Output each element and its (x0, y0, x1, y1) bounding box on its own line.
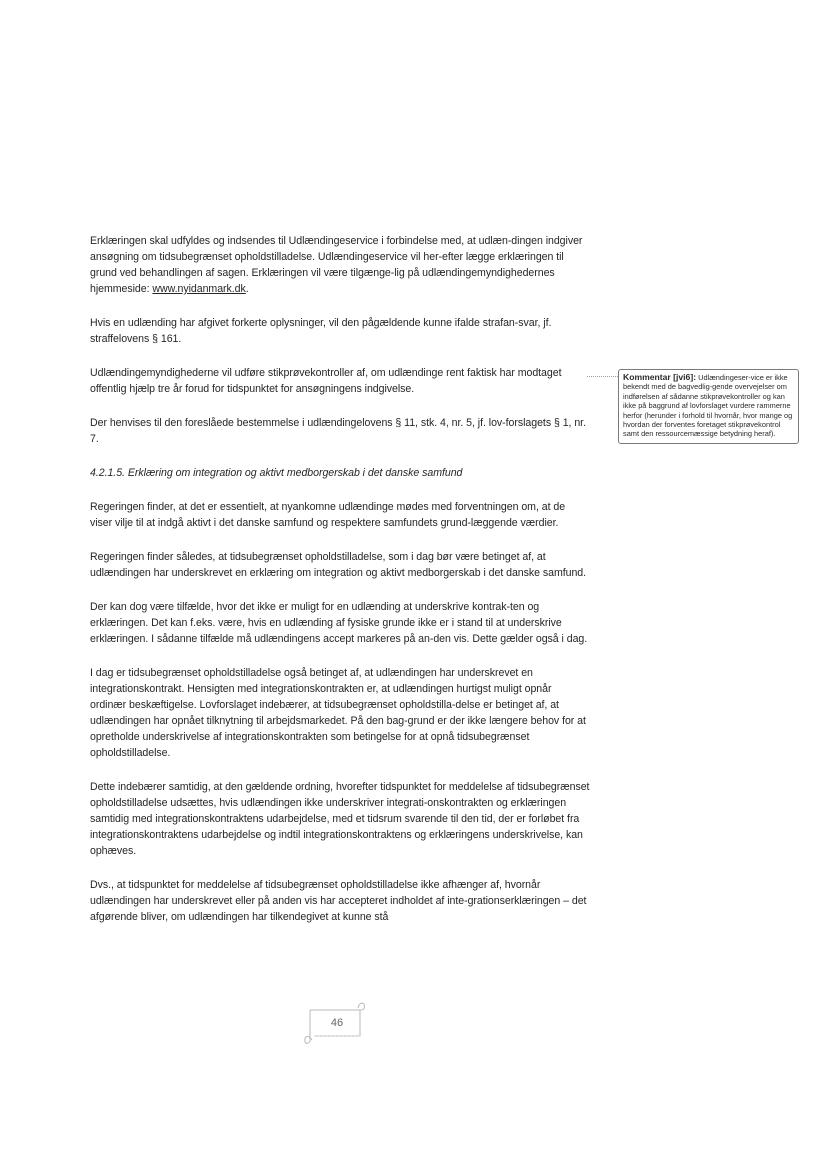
paragraph-timing: Dvs., at tidspunktet for meddelelse af tidsubegrænset opholdstilladelse ikke afhænger af, hvornår udlændingen har underskrevet eller på anden vis har accepteret indholdet af inte-grationserklæringen – det afgørende bliver, om udlændingen har tilkendegivet at kunne stå (90, 879, 587, 923)
paragraph-government-expectation: Regeringen finder, at det er essentielt, at nyankomne udlændinge mødes med forventningen om, at de viser vilje til at indgå aktivt i det danske samfund og respektere samfundets grund-læggende værdier. (90, 501, 566, 529)
paragraph-permit-condition: Regeringen finder således, at tidsubegrænset opholdstilladelse, som i dag bør være betinget af, at udlændingen har underskrevet en erklæring om integration og aktivt medborgerskab i det danske samfund. (90, 551, 587, 579)
paragraph-spot-checks: Udlændingemyndighederne vil udføre stikprøvekontroller af, om udlændinge rent faktisk har modtaget offentlig hjælp tre år forud for tidspunktet for ansøgningens indgivelse. (90, 367, 562, 395)
paragraph-text: Erklæringen skal udfyldes og indsendes til Udlændingeservice i forbindelse med, at udlæn-dingen indgiver ansøgning om tidsubegrænset opholdstilladelse. Udlændingeservice vil her-efter lægge erklæringen til grund ved behandlingen af sagen. Erklæringen vil være tilgænge-lig på udlændingemyndighedernes hjemmeside: (90, 235, 583, 295)
paragraph-criminal-liability: Hvis en udlænding har afgivet forkerte oplysninger, vil den pågældende kunne ifalde strafan-svar, jf. straffelovens § 161. (90, 317, 552, 345)
comment-label: Kommentar [jvi6]: (623, 372, 697, 382)
paragraph-integration-contract: I dag er tidsubegrænset opholdstilladelse også betinget af, at udlændingen har underskrevet en integrationskontrakt. Hensigten med integrationskontrakten er, at udlændingen hurtigst muligt opnår ordinær beskæftigelse. Lovforslaget indebærer, at tidsubegrænset opholdstilla-delse er betinget af, at udlændingen har opnået tilknytning til arbejdsmarkedet. På den bag-grund er der ikke længere behov for at opretholde underskrivelse af integrationskontrakten som betingelse for at opnå tidsubegrænset opholdstilladelse. (90, 667, 586, 759)
paragraph-text: . (245, 283, 249, 295)
website-link[interactable]: www.nyidanmark.dk (152, 283, 246, 295)
comment-text: Udlændingeser-vice er ikke bekendt med de bagvedlig-gende overvejelser om indførelsen af sådanne stikprøvekontroller og kan ikke på baggrund af lovforslaget vurdere rammerne herfor (herunder i forhold til hvornår, hvor mange og hvordan der forventes foretaget stikprøvekontrol samt den ressourcemæssige betydning heraf). (623, 373, 793, 439)
paragraph-declaration-submission (90, 233, 590, 297)
document-body (90, 233, 590, 943)
comment-connector-line (587, 376, 618, 377)
section-heading: 4.2.1.5. Erklæring om integration og aktivt medborgerskab i det danske samfund (90, 467, 463, 479)
paragraph-current-scheme: Dette indebærer samtidig, at den gældende ordning, hvorefter tidspunktet for meddelelse af tidsubegrænset opholdstilladelse udsættes, hvis udlændingen ikke underskriver integrati-onskontrakten og erklæringen samtidig med integrationskontraktens udarbejdelse, med et tidsrum svarende til den tid, der er forløbet fra integrationskontraktens udarbejdelse og indtil integrationskontraktens og erklæringens underskrivelse, kan ophæves. (90, 781, 590, 857)
page-number: 46 (330, 1017, 344, 1029)
review-comment[interactable] (618, 369, 799, 444)
paragraph-exceptions: Der kan dog være tilfælde, hvor det ikke er muligt for en udlænding at underskrive kontrak-ten og erklæringen. Det kan f.eks. være, hvis en udlænding af fysiske grunde ikke er i stand til at underskrive erklæringen. I sådanne tilfælde må udlændingens accept markeres på an-den vis. Dette gælder også i dag. (90, 601, 588, 645)
paragraph-reference: Der henvises til den foreslåede bestemmelse i udlændingelovens § 11, stk. 4, nr. 5, jf. lov-forslagets § 1, nr. 7. (90, 417, 586, 445)
page-number-scroll (300, 1002, 366, 1046)
